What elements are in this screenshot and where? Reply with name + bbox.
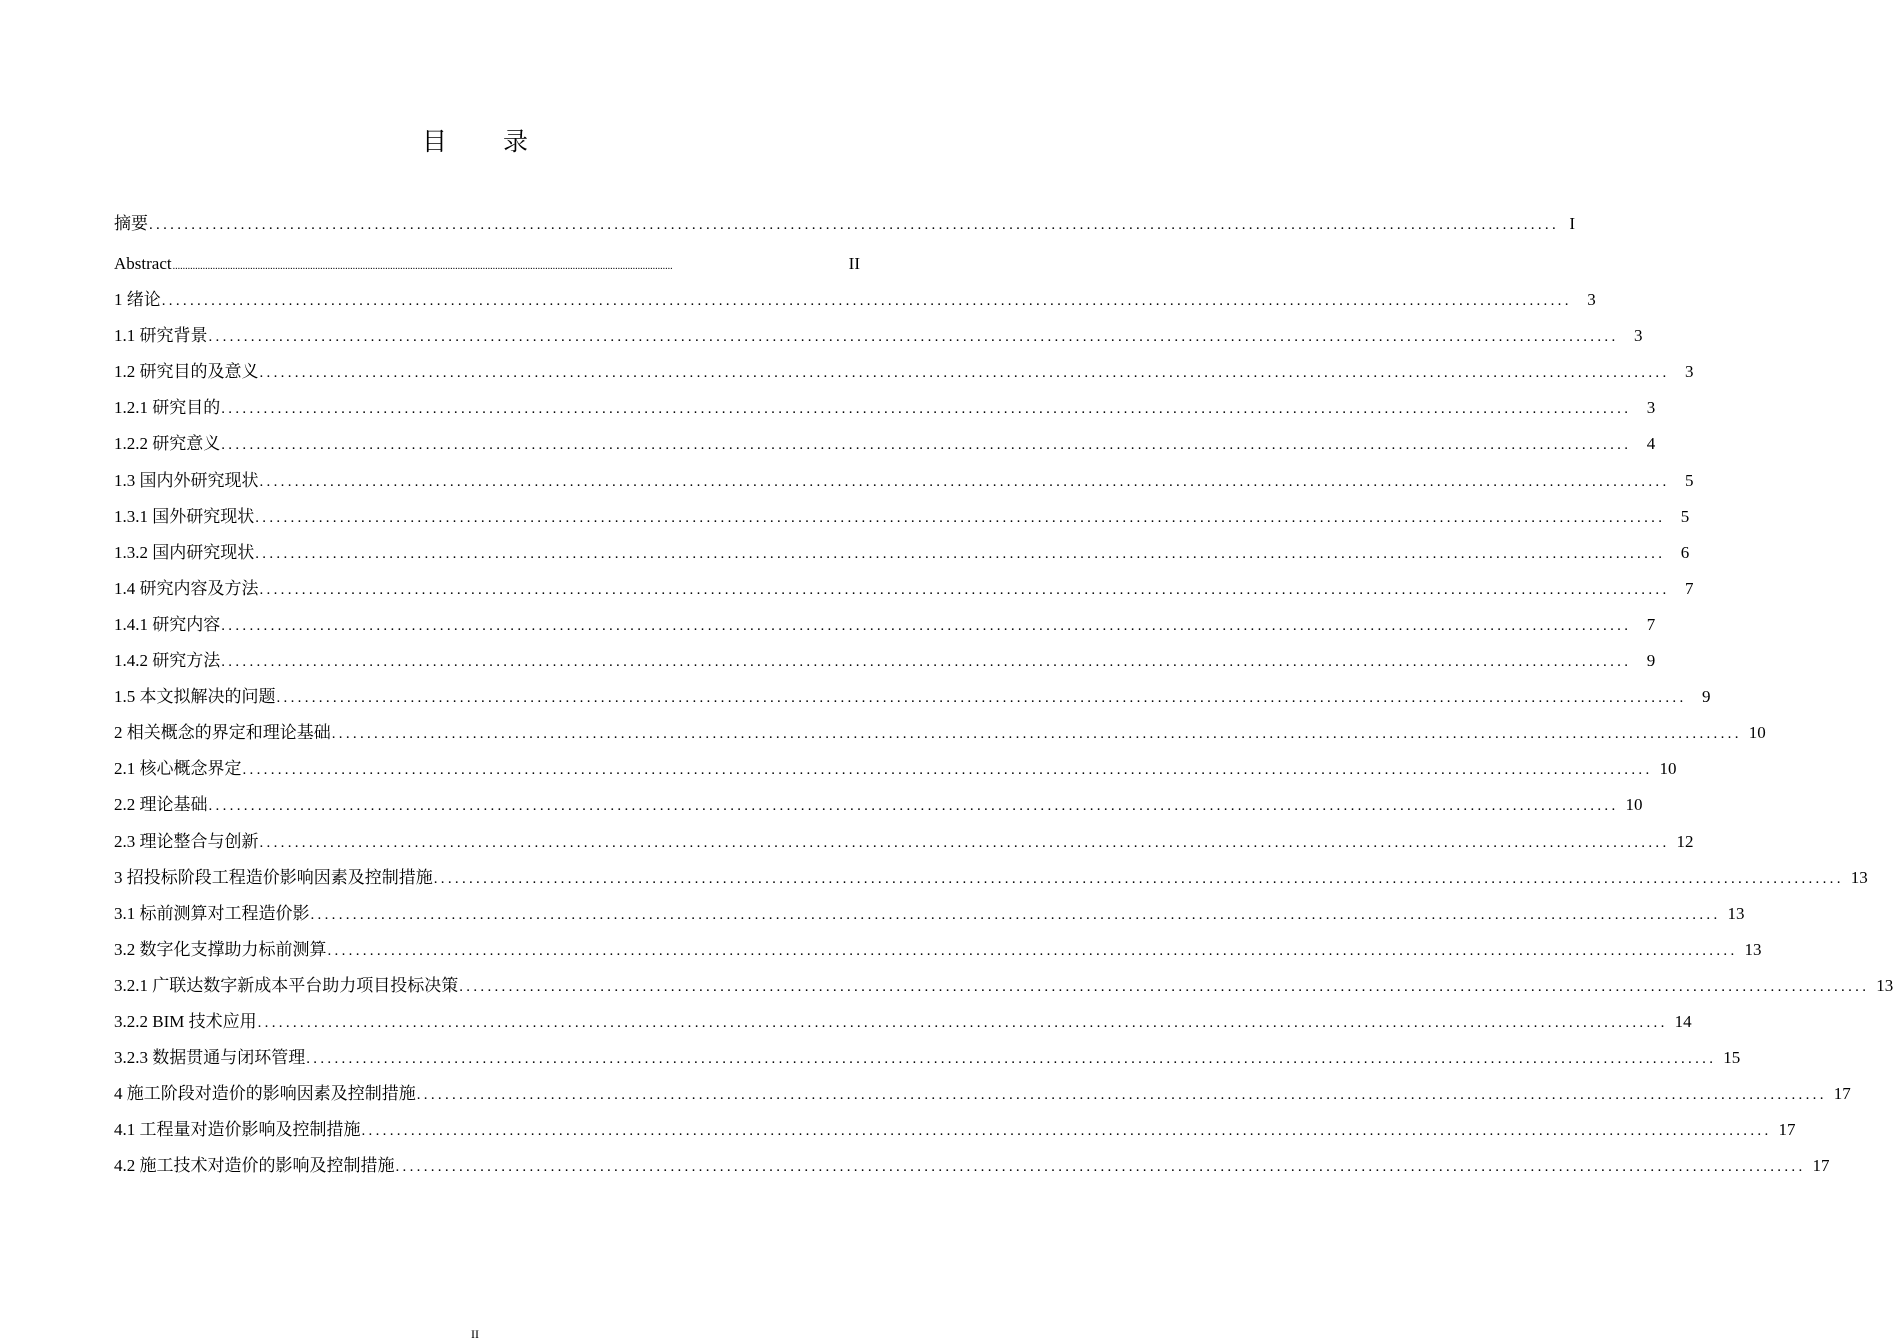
- toc-leader-dots: ........................................................................................................................................................................................................: [242, 762, 1653, 779]
- toc-leader-dots: ........................................................................................................................................................................................................: [149, 217, 1559, 233]
- toc-entry-page: 15: [1723, 1048, 1741, 1068]
- toc-entry[interactable]: [114, 210, 1575, 250]
- toc-entry[interactable]: [114, 611, 1656, 647]
- table-of-contents: [114, 210, 1893, 1188]
- toc-leader-dots: ........................................................................................................................................................................................................: [221, 437, 1632, 454]
- toc-leader-dots: ........................................................................................................................................................................................................: [172, 261, 673, 272]
- toc-entry-page: 4: [1646, 434, 1656, 454]
- toc-entry[interactable]: [114, 1152, 1830, 1188]
- toc-entry-label: 4.1 工程量对造价影响及控制措施: [114, 1120, 361, 1140]
- toc-leader-dots: ........................................................................................................................................................................................................: [221, 401, 1632, 418]
- toc-entry-label: 1.3 国内外研究现状: [114, 470, 259, 490]
- toc-entry[interactable]: [114, 250, 860, 286]
- toc-entry[interactable]: [114, 647, 1656, 683]
- toc-entry-label: 4.2 施工技术对造价的影响及控制措施: [114, 1156, 395, 1176]
- toc-leader-dots: ........................................................................................................................................................................................................: [221, 654, 1632, 671]
- toc-entry[interactable]: [114, 828, 1694, 864]
- toc-entry-page: 3: [1634, 326, 1643, 346]
- toc-entry-page: 9: [1702, 687, 1711, 707]
- toc-leader-dots: ........................................................................................................................................................................................................: [331, 726, 1742, 743]
- toc-entry-page: 17: [1778, 1120, 1796, 1140]
- toc-entry-page: 13: [1744, 939, 1762, 959]
- toc-entry-page: 17: [1812, 1156, 1830, 1176]
- toc-entry-page: 10: [1625, 795, 1643, 815]
- toc-entry-label: 1.3.1 国外研究现状: [114, 506, 255, 526]
- toc-entry-label: 1.4.1 研究内容: [114, 614, 221, 634]
- toc-entry[interactable]: [114, 755, 1677, 791]
- toc-entry-page: 6: [1680, 542, 1690, 562]
- toc-entry-label: 2.1 核心概念界定: [114, 759, 242, 779]
- toc-entry-label: 3.1 标前测算对工程造价影: [114, 903, 310, 923]
- toc-entry-label: 3.2.2 BIM 技术应用: [114, 1011, 257, 1031]
- toc-entry-page: 14: [1674, 1011, 1692, 1031]
- toc-leader-dots: ........................................................................................................................................................................................................: [257, 1014, 1668, 1031]
- toc-entry[interactable]: [114, 1044, 1741, 1080]
- toc-leader-dots: ........................................................................................................................................................................................................: [255, 509, 1666, 526]
- toc-entry-label: 2 相关概念的界定和理论基础: [114, 723, 331, 743]
- toc-leader-dots: ........................................................................................................................................................................................................: [416, 1087, 1827, 1104]
- toc-entry-label: 4 施工阶段对造价的影响因素及控制措施: [114, 1084, 416, 1104]
- toc-entry[interactable]: [114, 683, 1711, 719]
- toc-entry-label: 1.4.2 研究方法: [114, 651, 221, 671]
- toc-leader-dots: ........................................................................................................................................................................................................: [259, 581, 1670, 598]
- toc-entry-label: 1.2.2 研究意义: [114, 434, 221, 454]
- toc-leader-dots: ........................................................................................................................................................................................................: [259, 473, 1670, 490]
- toc-leader-dots: ........................................................................................................................................................................................................: [459, 978, 1870, 995]
- toc-entry[interactable]: [114, 503, 1690, 539]
- toc-entry-page: I: [1569, 214, 1575, 233]
- toc-entry-label: 2.3 理论整合与创新: [114, 831, 259, 851]
- toc-entry[interactable]: [114, 286, 1596, 322]
- toc-entry-label: 2.2 理论基础: [114, 795, 208, 815]
- toc-entry[interactable]: [114, 467, 1694, 503]
- toc-entry[interactable]: [114, 719, 1766, 755]
- toc-entry-page: 3: [1646, 398, 1656, 418]
- toc-entry-page: 10: [1659, 759, 1677, 779]
- toc-entry-label: 3.2 数字化支撑助力标前测算: [114, 939, 327, 959]
- toc-entry-label: 1 绪论: [114, 290, 161, 310]
- toc-entry[interactable]: [114, 1080, 1851, 1116]
- toc-entry-page: 7: [1646, 614, 1656, 634]
- toc-leader-dots: ........................................................................................................................................................................................................: [259, 365, 1670, 382]
- toc-entry-page: II: [848, 254, 860, 273]
- toc-entry[interactable]: [114, 322, 1643, 358]
- toc-leader-dots: ........................................................................................................................................................................................................: [395, 1159, 1806, 1176]
- toc-leader-dots: ........................................................................................................................................................................................................: [161, 293, 1572, 310]
- toc-leader-dots: ........................................................................................................................................................................................................: [255, 545, 1666, 562]
- toc-entry[interactable]: [114, 539, 1690, 575]
- toc-entry-page: 9: [1646, 651, 1656, 671]
- toc-leader-dots: ........................................................................................................................................................................................................: [361, 1123, 1772, 1140]
- toc-entry-label: 3 招投标阶段工程造价影响因素及控制措施: [114, 867, 433, 887]
- toc-entry-label: 1.1 研究背景: [114, 326, 208, 346]
- toc-entry-label: 1.4 研究内容及方法: [114, 578, 259, 598]
- toc-entry-page: 5: [1680, 506, 1690, 526]
- toc-entry-page: 5: [1685, 470, 1694, 490]
- toc-entry-page: 10: [1748, 723, 1766, 743]
- toc-entry[interactable]: [114, 900, 1745, 936]
- toc-entry-page: 17: [1833, 1084, 1851, 1104]
- toc-entry-label: 3.2.3 数据贯通与闭环管理: [114, 1048, 306, 1068]
- toc-entry-label: 1.2.1 研究目的: [114, 398, 221, 418]
- toc-entry[interactable]: [114, 972, 1893, 1008]
- toc-entry-label: 1.5 本文拟解决的问题: [114, 687, 276, 707]
- toc-entry-label: 1.3.2 国内研究现状: [114, 542, 255, 562]
- toc-entry[interactable]: [114, 1116, 1796, 1152]
- toc-leader-dots: ........................................................................................................................................................................................................: [208, 329, 1619, 346]
- toc-entry-label: Abstract: [114, 254, 172, 273]
- toc-entry-page: 7: [1685, 578, 1694, 598]
- toc-entry-page: 3: [1685, 362, 1694, 382]
- toc-entry[interactable]: [114, 358, 1694, 394]
- toc-leader-dots: ........................................................................................................................................................................................................: [221, 617, 1632, 634]
- toc-leader-dots: ........................................................................................................................................................................................................: [208, 798, 1619, 815]
- toc-entry-page: 13: [1727, 903, 1745, 923]
- toc-entry[interactable]: [114, 936, 1762, 972]
- toc-entry-label: 摘要: [114, 214, 148, 233]
- toc-entry[interactable]: [114, 394, 1656, 430]
- toc-leader-dots: ........................................................................................................................................................................................................: [276, 690, 1687, 707]
- page-title: 目 录: [422, 127, 552, 156]
- toc-entry[interactable]: [114, 430, 1656, 466]
- toc-entry-page: 13: [1876, 975, 1893, 995]
- toc-entry[interactable]: [114, 575, 1694, 611]
- toc-entry[interactable]: [114, 1008, 1692, 1044]
- toc-entry-label: 1.2 研究目的及意义: [114, 362, 259, 382]
- toc-entry-label: 3.2.1 广联达数字新成本平台助力项目投标决策: [114, 975, 459, 995]
- toc-leader-dots: ........................................................................................................................................................................................................: [310, 906, 1721, 923]
- toc-entry-page: 3: [1587, 290, 1596, 310]
- toc-entry[interactable]: [114, 791, 1643, 827]
- toc-leader-dots: ........................................................................................................................................................................................................: [327, 942, 1738, 959]
- toc-leader-dots: ........................................................................................................................................................................................................: [306, 1051, 1717, 1068]
- toc-leader-dots: ........................................................................................................................................................................................................: [433, 870, 1844, 887]
- toc-leader-dots: ........................................................................................................................................................................................................: [259, 834, 1670, 851]
- toc-entry-page: 12: [1676, 831, 1694, 851]
- toc-entry[interactable]: [114, 864, 1868, 900]
- page-number-footer: II: [471, 1327, 479, 1341]
- toc-entry-page: 13: [1850, 867, 1868, 887]
